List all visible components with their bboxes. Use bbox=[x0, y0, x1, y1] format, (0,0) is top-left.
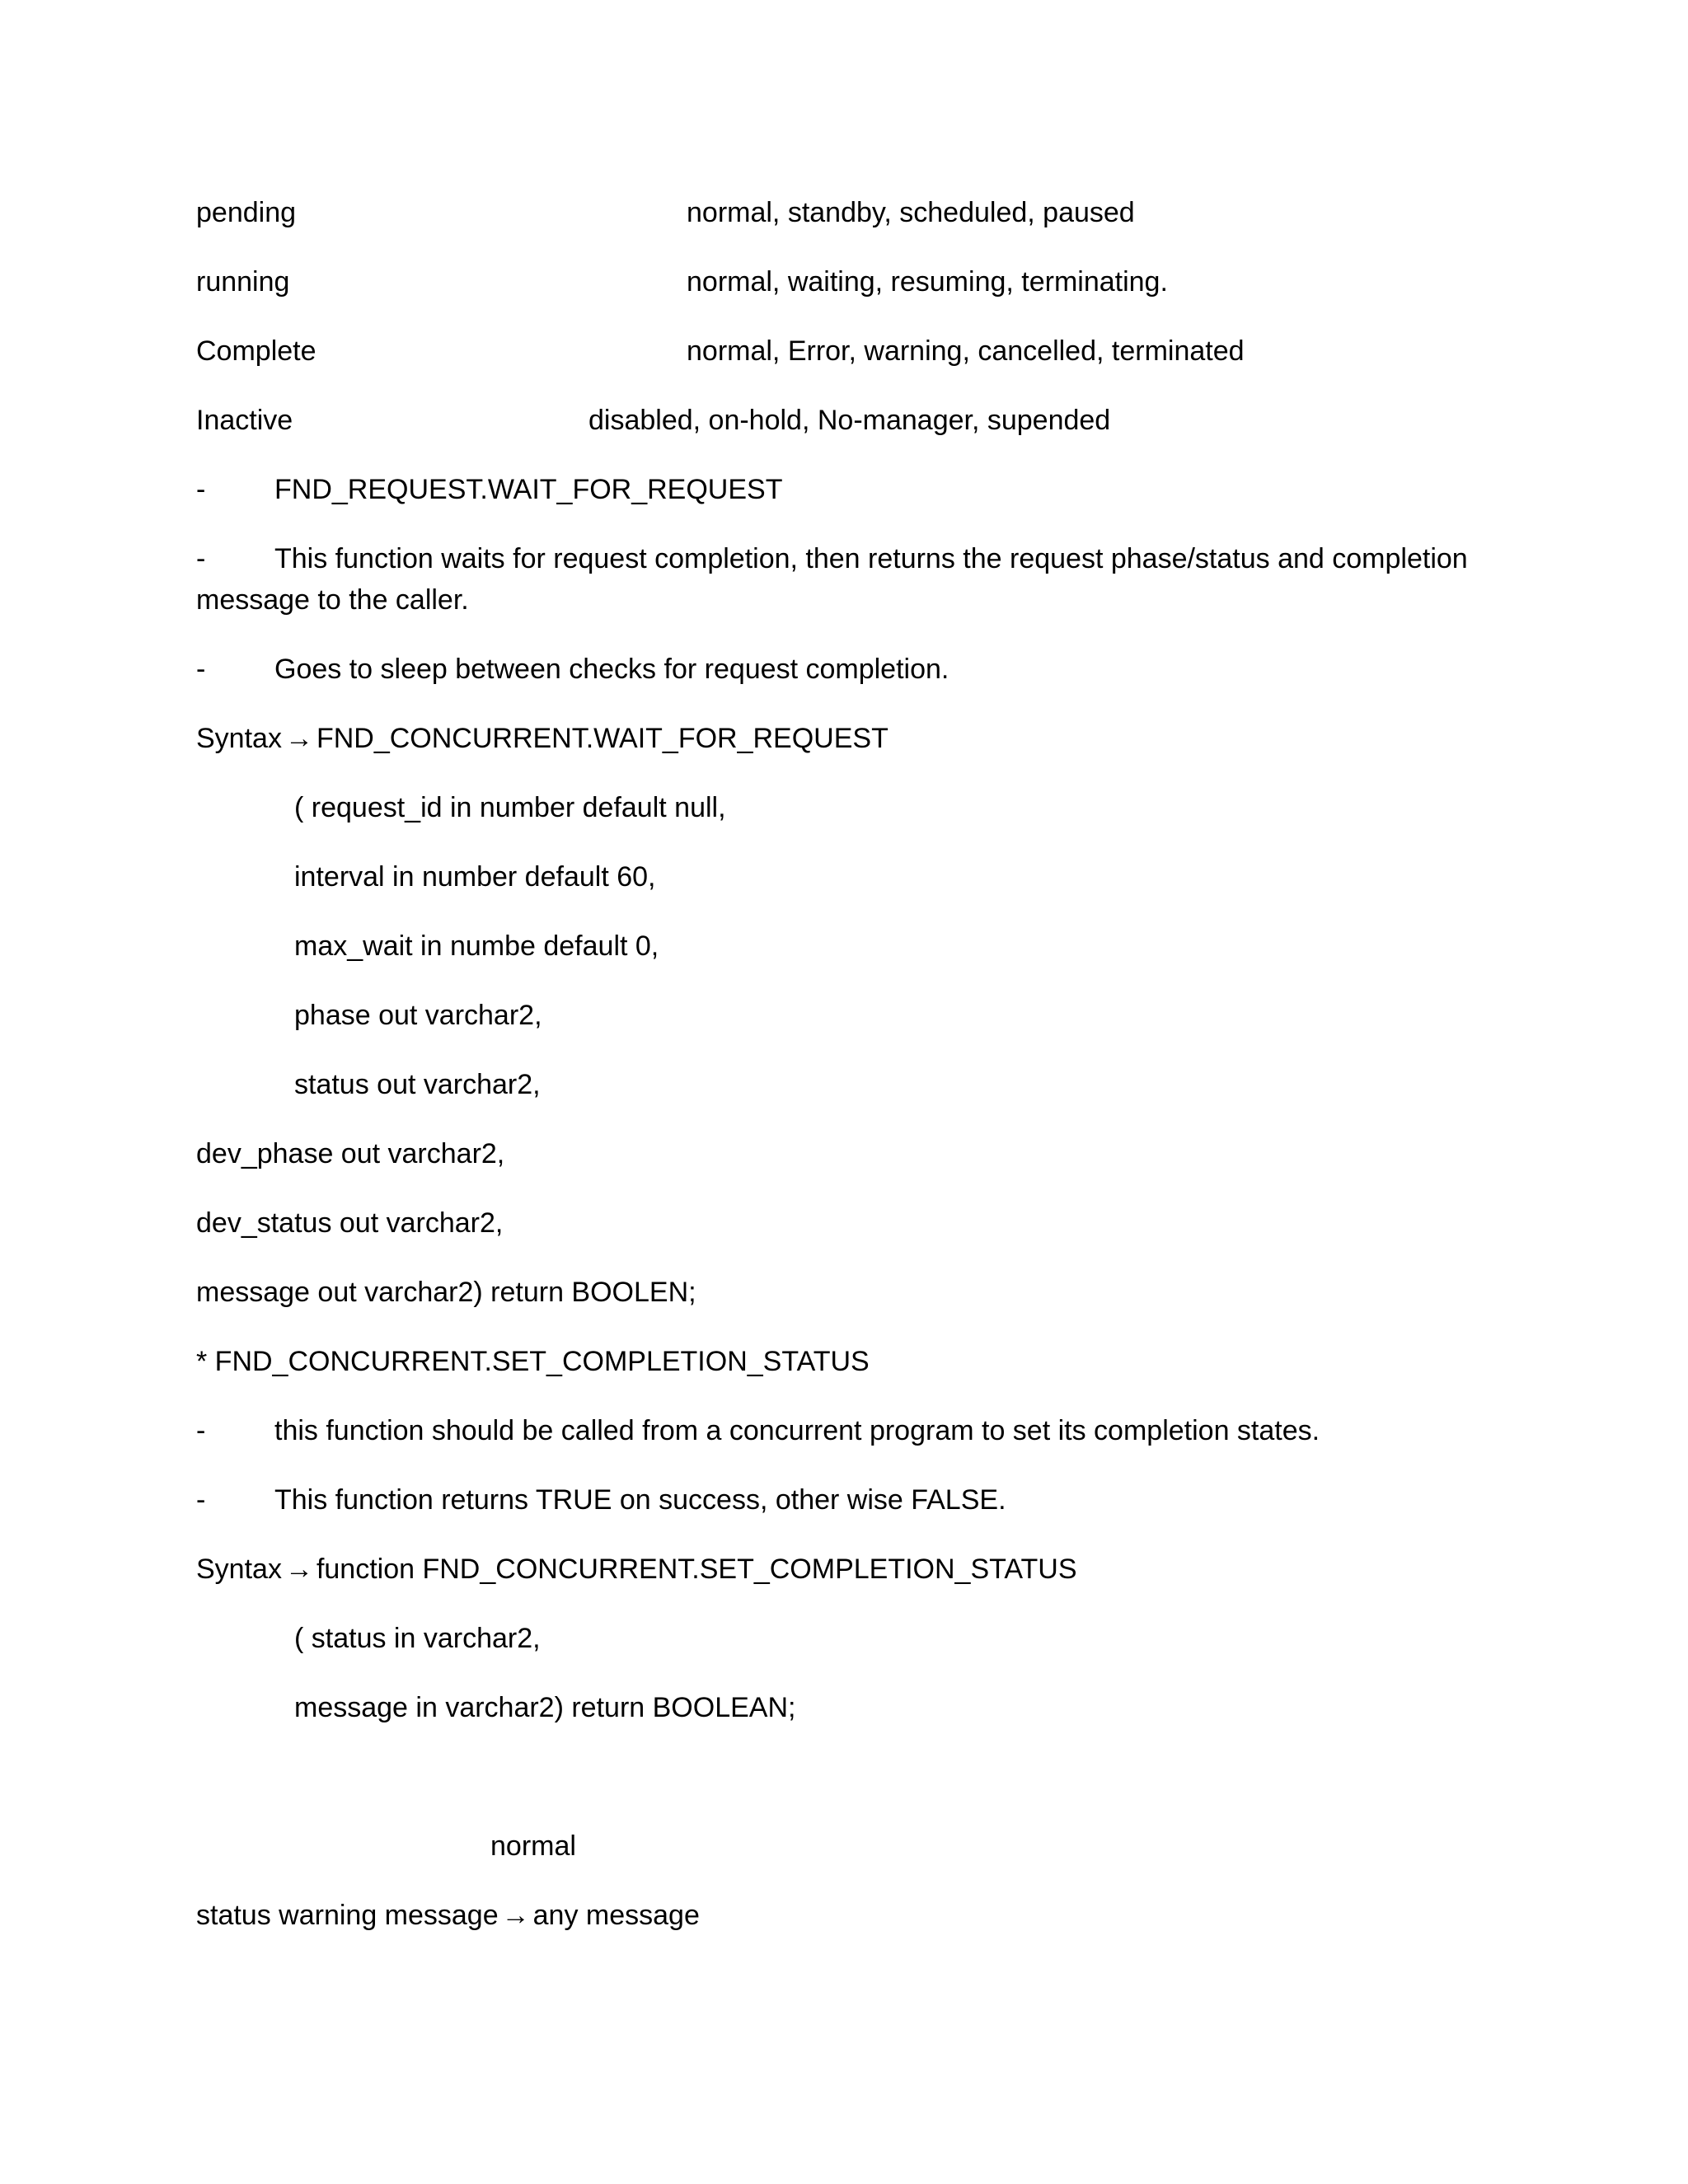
wait-param: max_wait in numbe default 0, bbox=[294, 930, 659, 962]
completion-param: message in varchar2) return BOOLEAN; bbox=[294, 1692, 796, 1723]
wait-desc1-continued: message to the caller. bbox=[196, 584, 469, 616]
status-text: status warning message bbox=[196, 1900, 499, 1931]
wait-param: interval in number default 60, bbox=[294, 861, 656, 893]
bullet-text: Goes to sleep between checks for request completion. bbox=[274, 654, 950, 685]
bullet-dash: - bbox=[196, 474, 206, 505]
completion-syntax-line bbox=[196, 1553, 1077, 1586]
completion-param: ( status in varchar2, bbox=[294, 1623, 541, 1654]
wait-param: dev_status out varchar2, bbox=[196, 1207, 504, 1239]
phase-row-running bbox=[196, 265, 1168, 298]
footer-status-line bbox=[196, 1899, 700, 1932]
any-message-text: any message bbox=[532, 1900, 700, 1931]
arrow-right-icon: → bbox=[284, 723, 313, 754]
bullet-text: This function waits for request completion, then returns the request phase/status and completion bbox=[274, 543, 1468, 574]
bullet-dash: - bbox=[196, 543, 206, 574]
bullet-dash: - bbox=[196, 1484, 206, 1516]
bullet-text: this function should be called from a concurrent program to set its completion states. bbox=[274, 1415, 1320, 1446]
bullet-dash: - bbox=[196, 654, 206, 685]
wait-param: ( request_id in number default null, bbox=[294, 792, 726, 823]
wait-param: phase out varchar2, bbox=[294, 1000, 542, 1031]
completion-heading: * FND_CONCURRENT.SET_COMPLETION_STATUS bbox=[196, 1346, 870, 1377]
phase-statuses: normal, waiting, resuming, terminating. bbox=[687, 266, 1168, 298]
phase-label: Complete bbox=[196, 335, 316, 367]
wait-param: message out varchar2) return BOOLEN; bbox=[196, 1277, 696, 1308]
wait-param: status out varchar2, bbox=[294, 1069, 541, 1100]
syntax-label: Syntax bbox=[196, 1554, 282, 1585]
phase-row-complete bbox=[196, 335, 1245, 368]
bullet-text: This function returns TRUE on success, other wise FALSE. bbox=[274, 1484, 1006, 1516]
arrow-right-icon: → bbox=[284, 1554, 313, 1585]
section-heading: FND_REQUEST.WAIT_FOR_REQUEST bbox=[274, 474, 783, 505]
phase-statuses: normal, standby, scheduled, paused bbox=[687, 197, 1135, 228]
phase-row-pending bbox=[196, 196, 1135, 229]
phase-statuses: normal, Error, warning, cancelled, terminated bbox=[687, 335, 1245, 367]
syntax-function: FND_CONCURRENT.WAIT_FOR_REQUEST bbox=[316, 723, 889, 754]
arrow-right-icon: → bbox=[501, 1900, 530, 1931]
phase-label: Inactive bbox=[196, 405, 293, 436]
syntax-label: Syntax bbox=[196, 723, 282, 754]
phase-statuses: disabled, on-hold, No-manager, supended bbox=[588, 405, 1111, 436]
syntax-function: function FND_CONCURRENT.SET_COMPLETION_STATUS bbox=[316, 1554, 1077, 1585]
phase-row-inactive bbox=[196, 404, 1111, 437]
phase-label: pending bbox=[196, 197, 297, 228]
wait-syntax-line bbox=[196, 722, 889, 755]
wait-param: dev_phase out varchar2, bbox=[196, 1138, 505, 1169]
bullet-dash: - bbox=[196, 1415, 206, 1446]
footer-normal: normal bbox=[490, 1830, 576, 1862]
phase-label: running bbox=[196, 266, 290, 298]
